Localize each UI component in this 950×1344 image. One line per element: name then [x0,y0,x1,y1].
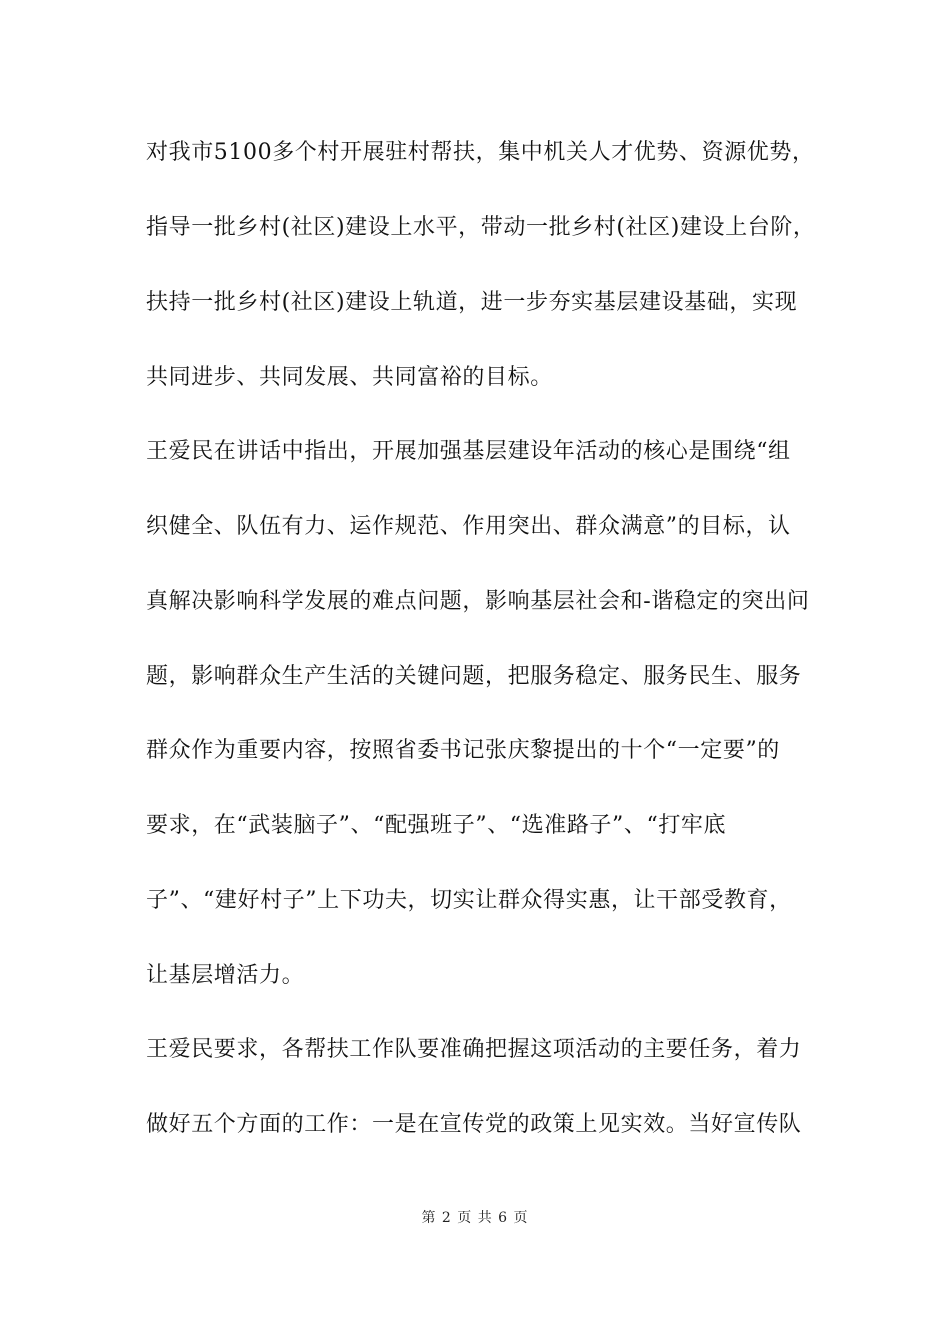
page-number-footer: 第 2 页 共 6 页 [421,1210,529,1226]
text-line: 织健全、队伍有力、运作规范、作用突出、群众满意”的目标，认 [146,514,791,539]
text-line: 对我市5100多个村开展驻村帮扶，集中机关人才优势、资源优势， [146,140,815,165]
text-line: 王爱民要求，各帮扶工作队要准确把握这项活动的主要任务，着力 [146,1037,802,1062]
text-line: 做好五个方面的工作：一是在宣传党的政策上见实效。当好宣传队 [146,1112,802,1137]
text-line: 让基层增活力。 [146,963,305,988]
text-line: 群众作为重要内容，按照省委书记张庆黎提出的十个“一定要”的 [146,738,780,763]
text-line: 要求，在“武装脑子”、“配强班子”、“选准路子”、“打牢底 [146,813,727,838]
text-line: 真解决影响科学发展的难点问题，影响基层社会和-谐稳定的突出问 [146,589,810,614]
text-line: 扶持一批乡村(社区)建设上轨道，进一步夯实基层建设基础，实现 [146,290,798,315]
text-line: 指导一批乡村(社区)建设上水平，带动一批乡村(社区)建设上台阶， [146,215,816,240]
text-line: 题，影响群众生产生活的关键问题，把服务稳定、服务民生、服务 [146,664,802,689]
text-line: 子”、“建好村子”上下功夫，切实让群众得实惠，让干部受教育， [146,888,792,913]
text-line: 共同进步、共同发展、共同富裕的目标。 [146,365,553,390]
text-line: 王爱民在讲话中指出，开展加强基层建设年活动的核心是围绕“组 [146,439,791,464]
